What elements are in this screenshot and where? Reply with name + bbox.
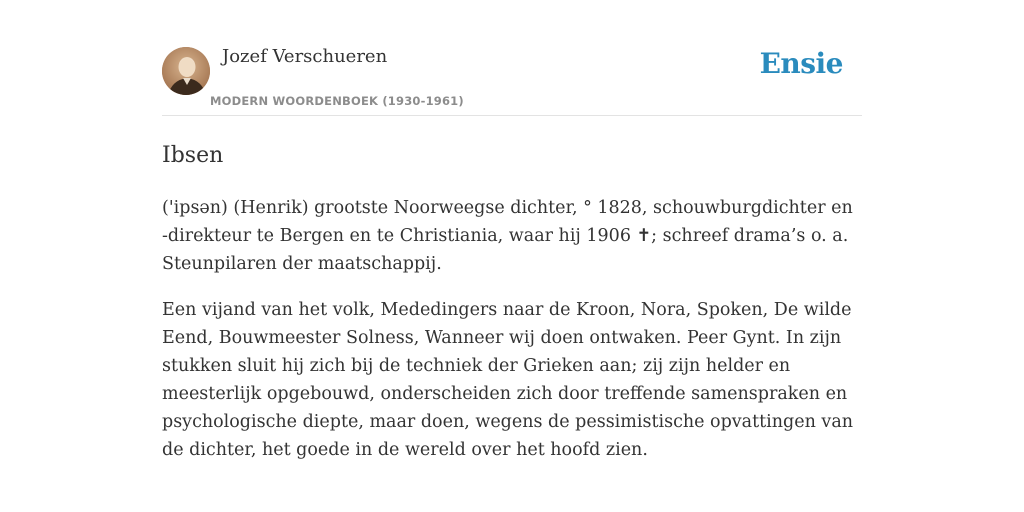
author-name[interactable]: Jozef Verschueren — [222, 46, 388, 67]
dictionary-source[interactable]: MODERN WOORDENBOEK (1930-1961) — [210, 94, 464, 108]
entry-header — [162, 0, 862, 116]
entry-paragraph-1: ('ipsən) (Henrik) grootste Noorweegse dichter, ° 1828, schouwburgdichter en -direkteur te Bergen en te Christiania, waar hij 1906 ✝; schreef drama’s o. a. Steunpilaren der maatschappij. — [162, 198, 853, 274]
entry-title: Ibsen — [162, 143, 224, 168]
entry-paragraph-2: Een vijand van het volk, Mededingers naar de Kroon, Nora, Spoken, De wilde Eend, Bouwmeester Solness, Wanneer wij doen ontwaken. Peer Gynt. In zijn stukken sluit hij zich bij de techniek der Grieken aan; zij zijn helder en meesterlijk opgebouwd, onderscheiden zich door treffende samenspraken en psychologische diepte, maar doen, wegens de pessimistische opvattingen van de dichter, het goede in de wereld over het hoofd zien. — [162, 300, 854, 460]
entry-card — [162, 0, 862, 464]
author-portrait-icon — [162, 47, 210, 95]
ensie-logo[interactable]: Ensie — [759, 47, 843, 80]
author-avatar[interactable] — [162, 47, 210, 95]
